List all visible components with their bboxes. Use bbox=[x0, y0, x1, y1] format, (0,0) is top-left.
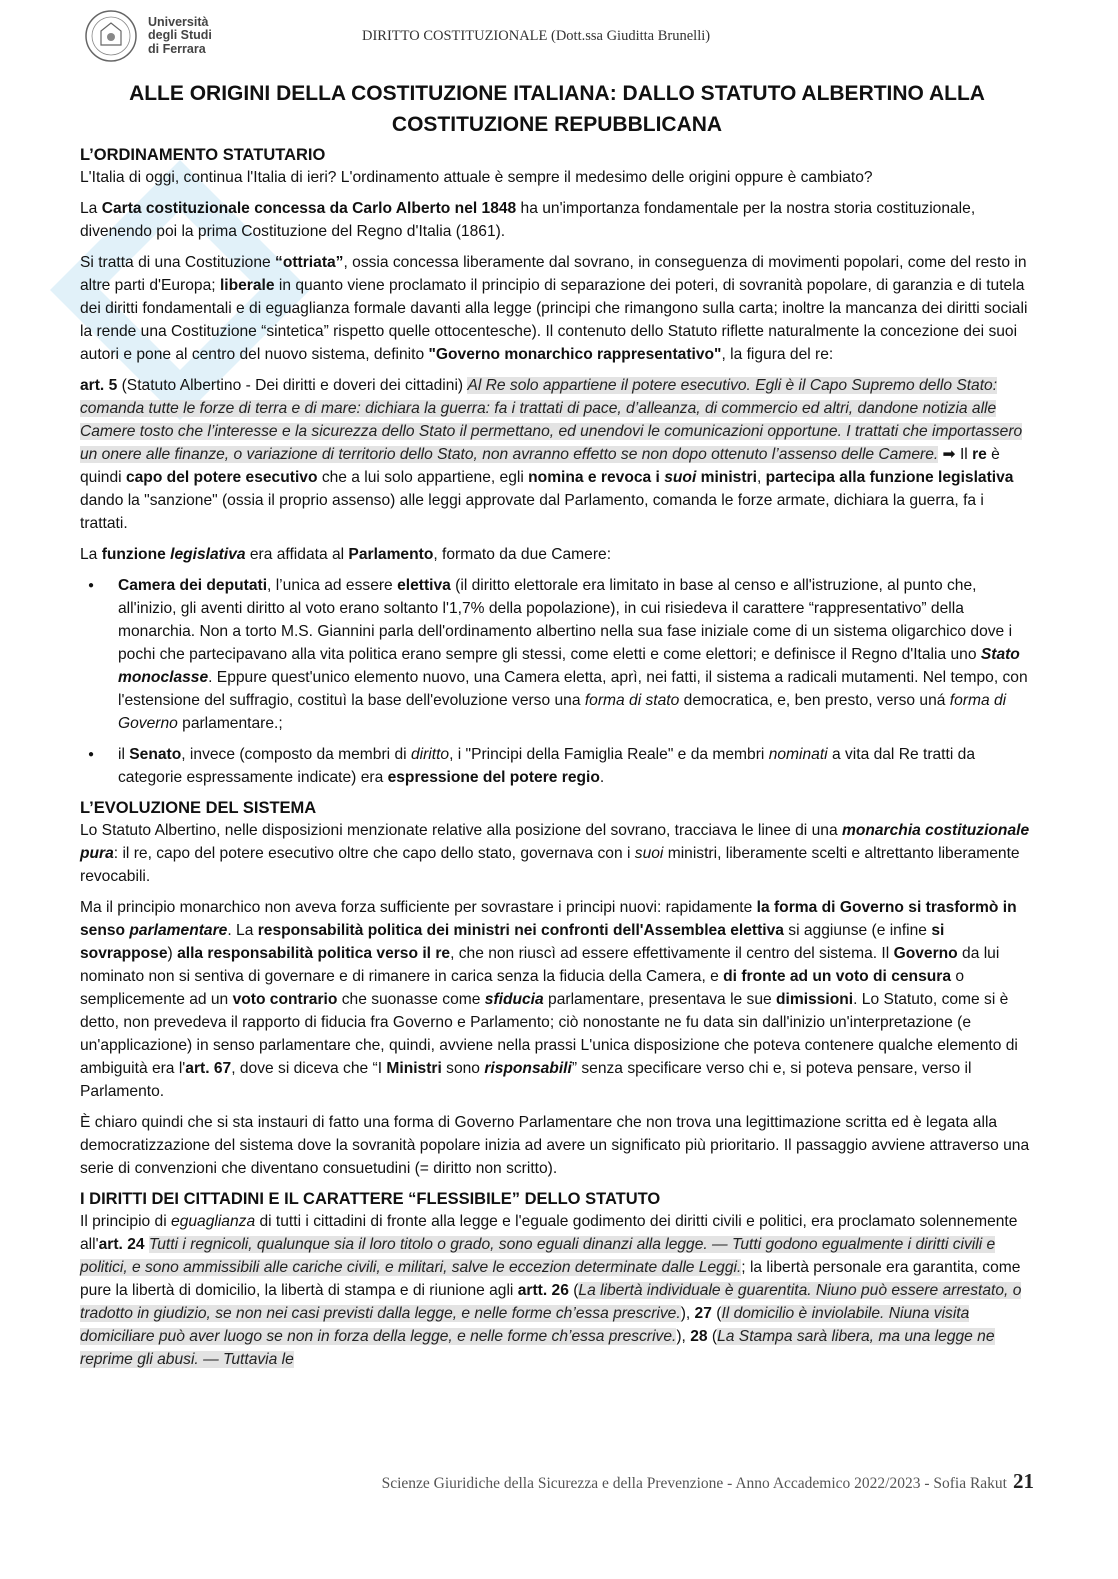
quote-highlight: Il domicilio è inviolabile. Niuna visita domiciliare può aver luogo se non in forza della legge, e nelle forme ch’essa prescrive. bbox=[80, 1305, 970, 1345]
section-heading: L’EVOLUZIONE DEL SISTEMA bbox=[80, 799, 317, 817]
university-seal-icon bbox=[84, 9, 138, 63]
paragraph: Lo Statuto Albertino, nelle disposizioni menzionate relative alla posizione del sovrano, tracciava le linee di una monarchia costituzionale pura: il re, capo del potere esecutivo oltre che capo dello stato, governava con i suoi ministri, liberamente scelti e altrettanto liberamente revocabili. bbox=[80, 822, 1030, 885]
list-item: ● il Senato, invece (composto da membri di diritto, i "Principi della Famiglia Reale" e da membri nominati a vita dal Re tratti da categorie espressamente indicate) era espressione del potere regio. bbox=[118, 743, 1034, 789]
paragraph: Il principio di eguaglianza di tutti i cittadini di fronte alla legge e l'eguale godimento dei diritti civili e politici, era proclamato solennemente all'art. 24 Tutti i regnicoli, qualunque sia il loro titolo o grado, sono eguali dinanzi alla legge. — Tutti godono egualmente i diritti civili e politici, e sono ammissibili alle cariche civili, e militari, salve le eccezion determinate dalle Leggi.; la libertà personale era garantita, come pure la libertà di domicilio, la libertà di stampa e di riunione agli artt. 26 (La libertà individuale è guarentita. Niuno può essere arrestato, o tradotto in giudizio, se non nei casi previsti dalla legge, e nelle forme ch’essa prescrive.), 27 (Il domicilio è inviolabile. Niuna visita domiciliare può aver luogo se non in forza della legge, e nelle forme ch’essa prescrive.), 28 (La Stampa sarà libera, ma una legge ne reprime gli abusi. — Tuttavia le bbox=[80, 1213, 1022, 1368]
university-name-line: Università bbox=[148, 14, 209, 29]
university-name-line: degli Studi bbox=[148, 28, 212, 43]
paragraph: Si tratta di una Costituzione “ottriata”, ossia concessa liberamente dal sovrano, in conseguenza di movimenti popolari, come del resto in altre parti d'Europa; liberale in quanto viene proclamato il principio di separazione dei poteri, di sovranità popolare, di garanzia e di tutela dei diritti fondamentali e di eguaglianza formale davanti alla legge (principi che rimangono sulla carta; inoltre la mancanza dei diritti sociali la rende una Costituzione “sintetica” rispetto quelle ottocentesche). Il contenuto dello Statuto riflette naturalmente la concezione dei suoi autori e pone al centro del nuovo sistema, definito "Governo monarchico rappresentativo", la figura del re: bbox=[80, 254, 1028, 363]
chambers-list bbox=[80, 574, 1034, 789]
university-name-line: di Ferrara bbox=[148, 41, 206, 56]
list-item: ● Camera dei deputati, l’unica ad essere elettiva (il diritto elettorale era limitato in base al censo e all'istruzione, al punto che, all'inizio, gli aventi diritto al voto erano soltanto l'1,7% della popolazione), in cui risiedeva il carattere “rappresentativo” della monarchia. Non a torto M.S. Giannini parla dell'ordinamento albertino nella sua fase iniziale come di un sistema oligarchico dove i pochi che partecipavano alla vita politica erano sempre gli stessi, come eletti e come elettori; e definisce il Regno d'Italia uno Stato monoclasse. Eppure quest'unico elemento nuovo, una Camera eletta, aprì, nei fatti, il sistema a radicali mutamenti. Nel tempo, con l'estensione del suffragio, costituì la base dell'evoluzione verso una forma di stato democratica, e, ben presto, verso uná forma di Governo parlamentare.; bbox=[118, 574, 1034, 735]
document-body bbox=[80, 78, 1034, 1379]
quote-highlight: La libertà individuale è guarentita. Niuno può essere arrestato, o tradotto in giudizio, se non nei casi previsti dalla legge, e nelle forme ch’essa prescrive. bbox=[80, 1282, 1022, 1322]
paragraph: La funzione legislativa era affidata al Parlamento, formato da due Camere: bbox=[80, 546, 612, 563]
document-title: ALLE ORIGINI DELLA COSTITUZIONE ITALIANA: DALLO STATUTO ALBERTINO ALLA COSTITUZIONE REPUBBLICANA bbox=[129, 82, 985, 136]
section-heading: L’ORDINAMENTO STATUTARIO bbox=[80, 146, 326, 164]
section-heading: I DIRITTI DEI CITTADINI E IL CARATTERE “FLESSIBILE” DELLO STATUTO bbox=[80, 1190, 661, 1208]
page-footer bbox=[382, 1469, 1034, 1494]
paragraph: Ma il principio monarchico non aveva forza sufficiente per sovrastare i principi nuovi: rapidamente la forma di Governo si trasformò in senso parlamentare. La responsabilità politica dei ministri nei confronti dell'Assemblea elettiva si aggiunse (e infine si sovrappose) alla responsabilità politica verso il re, che non riuscì ad essere effettivamente il centro del sistema. Il Governo da lui nominato non si sentiva di governare e di rimanere in carica senza la fiducia della Camera, e di fronte ad un voto di censura o semplicemente ad un voto contrario che suonasse come sfiducia parlamentare, presentava le sue dimissioni. Lo Statuto, come si è detto, non prevedeva il rapporto di fiducia fra Governo e Parlamento; ciò nonostante ne fu data sin dall'inizio un'interpretazione (e un'applicazione) in senso parlamentare che, quindi, avviene nella prassi L'unica disposizione che poteva contenere qualche elemento di ambiguità era l'art. 67, dove si diceva che “I Ministri sono risponsabili” senza specificare verso chi e, si poteva pensare, verso il Parlamento. bbox=[80, 899, 1018, 1100]
quote-highlight: Tutti i regnicoli, qualunque sia il loro titolo o grado, sono eguali dinanzi alla legge. — Tutti godono egualmente i diritti civili e politici, e sono ammissibili alle cariche civili, e militari, salve le eccezion determinate dalle Leggi. bbox=[80, 1236, 996, 1276]
quote-highlight: Al Re solo appartiene il potere esecutivo. Egli è il Capo Supremo dello Stato: comanda tutte le forze di terra e di mare: dichiara la guerra: fa i trattati di pace, d’alleanza, di commercio ed altri, dandone notizia alle Camere tosto che l’interesse e la sicurezza dello Stato il permettano, ed unendovi le comunicazioni opportune. I trattati che importassero un onere alle finanze, o variazione di territorio dello Stato, non avranno effetto se non dopo ottenuto l’assenso delle Camere. bbox=[80, 377, 1023, 463]
paragraph: L'Italia di oggi, continua l'Italia di ieri? L'ordinamento attuale è sempre il medesimo delle origini oppure è cambiato? bbox=[80, 169, 873, 186]
university-logo bbox=[84, 8, 234, 64]
university-name bbox=[148, 16, 212, 57]
page-number: 21 bbox=[1013, 1469, 1034, 1493]
paragraph: È chiaro quindi che si sta instauri di fatto una forma di Governo Parlamentare che non trova una legittimazione scritta ed è legata alla democratizzazione del sistema dove la sovranità popolare inizia ad avere un significato più prioritario. Il passaggio avviene attraverso una serie di convenzioni che diventano consuetudini (= diritto non scritto). bbox=[80, 1114, 1030, 1177]
paragraph: La Carta costituzionale concessa da Carlo Alberto nel 1848 ha un'importanza fondamentale per la nostra storia costituzionale, divenendo poi la prima Costituzione del Regno d'Italia (1861). bbox=[80, 200, 976, 240]
quote-highlight: La Stampa sarà libera, ma una legge ne reprime gli abusi. — Tuttavia le bbox=[80, 1328, 995, 1368]
paragraph-art5: art. 5 (Statuto Albertino - Dei diritti e doveri dei cittadini) Al Re solo appartiene il potere esecutivo. Egli è il Capo Supremo dello Stato: comanda tutte le forze di terra e di mare: dichiara la guerra: fa i trattati di pace, d’alleanza, di commercio ed altri, dandone notizia alle Camere tosto che l’interesse e la sicurezza dello Stato il permettano, ed unendovi le comunicazioni opportune. I trattati che importassero un onere alle finanze, o variazione di territorio dello Stato, non avranno effetto se non dopo ottenuto l’assenso delle Camere. ➡ Il re è quindi capo del potere esecutivo che a lui solo appartiene, egli nomina e revoca i suoi ministri, partecipa alla funzione legislativa dando la "sanzione" (ossia il proprio assenso) alle leggi approvate dal Parlamento, comanda le forze armate, dichiara la guerra, fa i trattati. bbox=[80, 377, 1023, 532]
footer-text: Scienze Giuridiche della Sicurezza e della Prevenzione - Anno Accademico 2022/2023 - Sofia Rakut bbox=[381, 1475, 1007, 1492]
course-header: DIRITTO COSTITUZIONALE (Dott.ssa Giuditta Brunelli) bbox=[362, 28, 711, 44]
